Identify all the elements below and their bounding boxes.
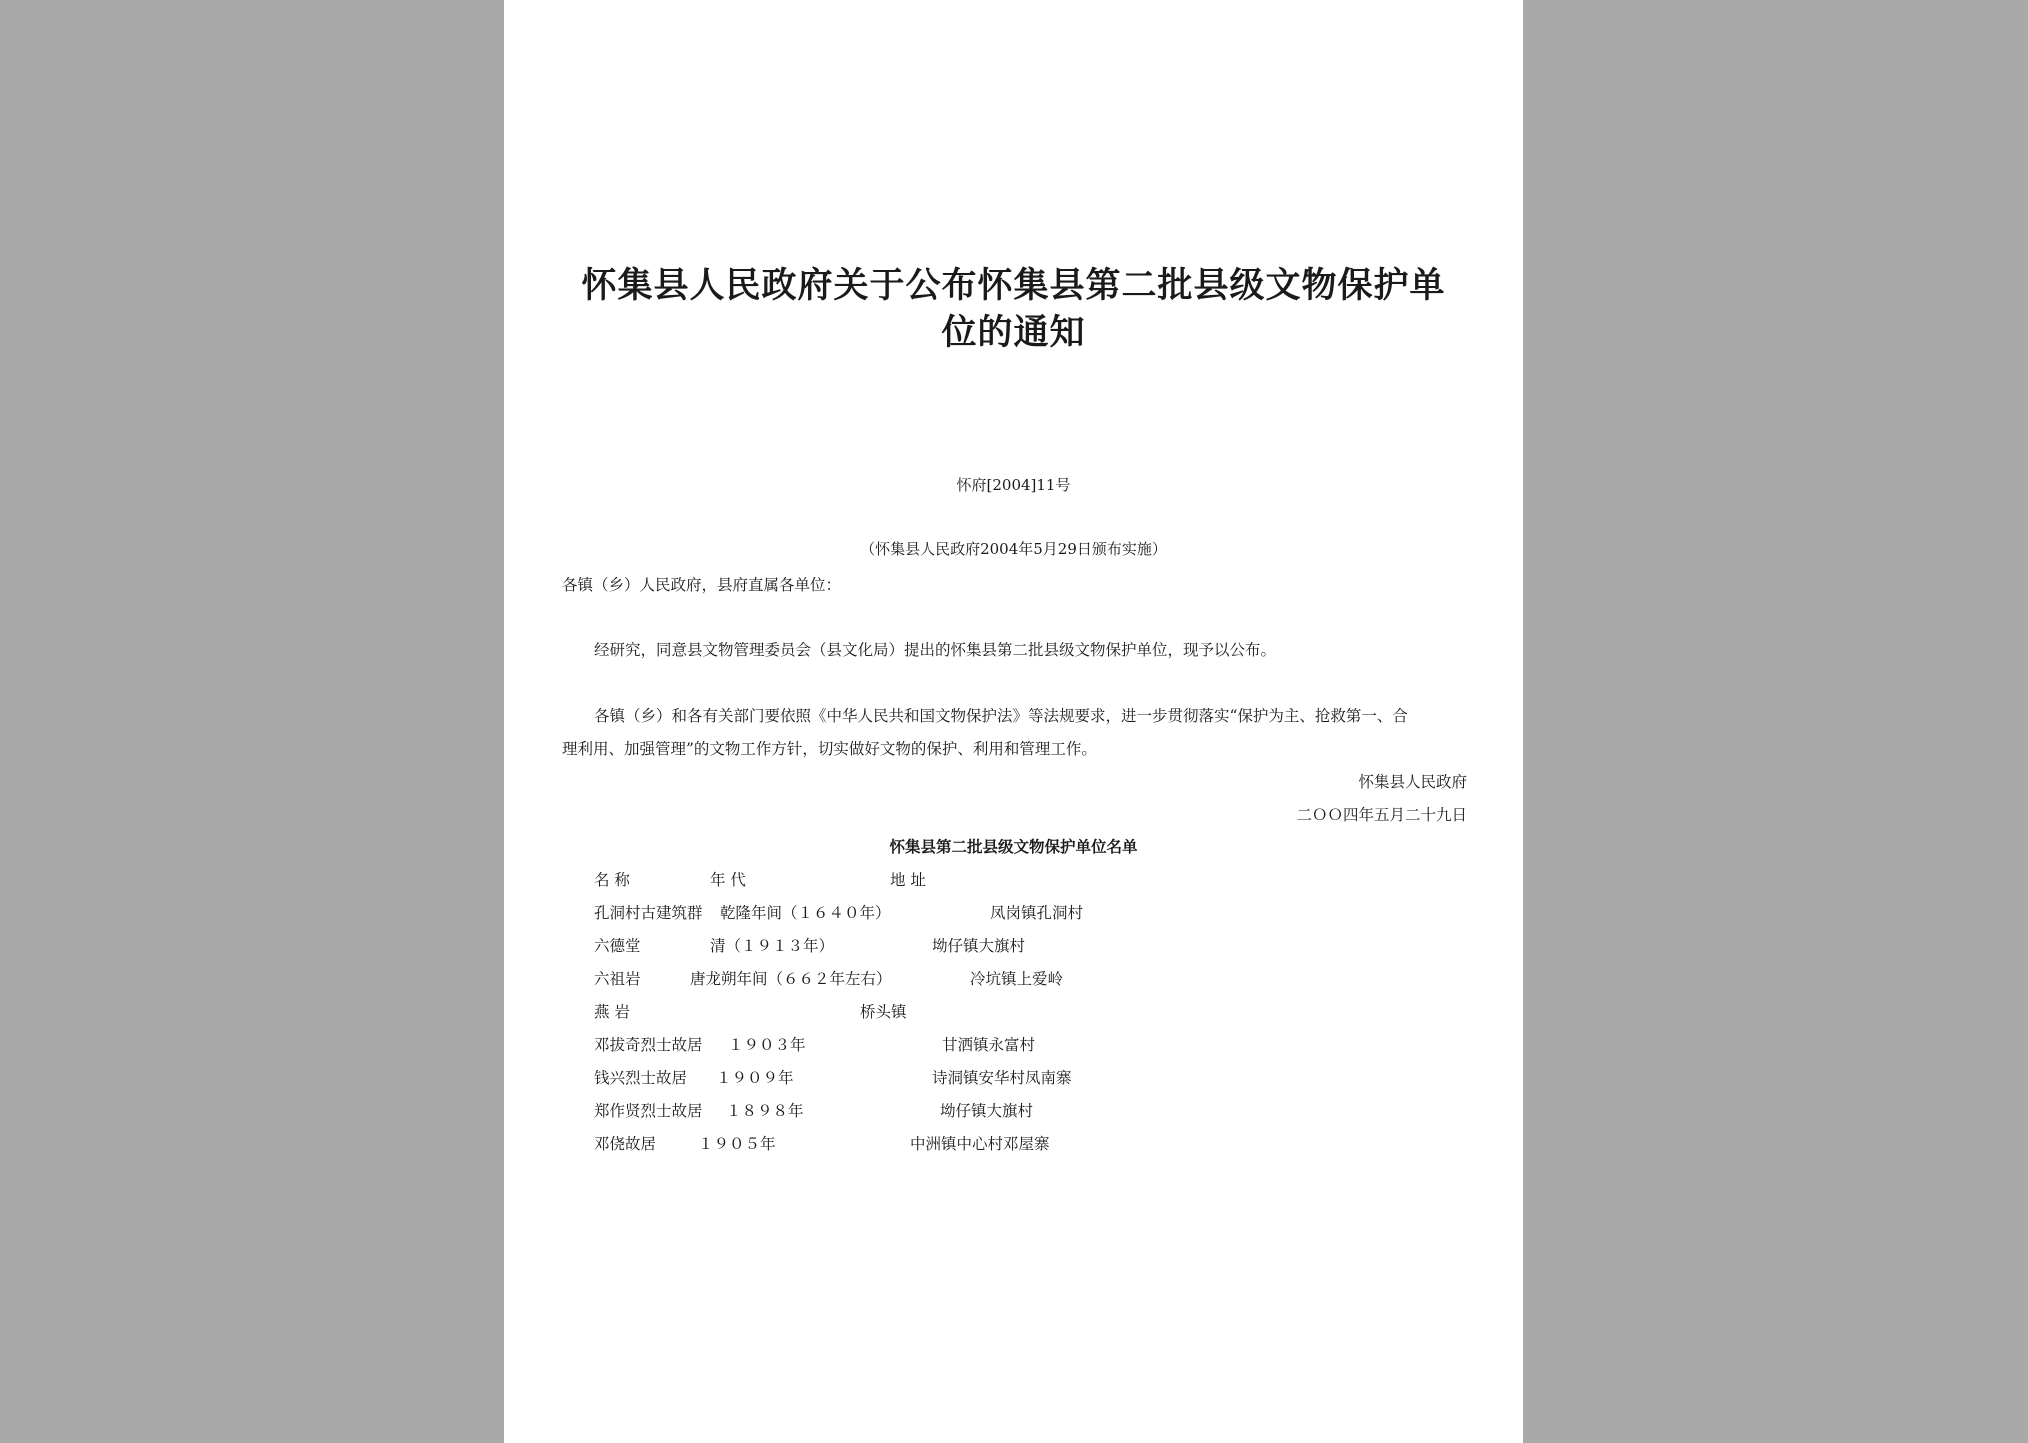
document-title-line1: 怀集县人民政府关于公布怀集县第二批县级文物保护单: [581, 265, 1446, 306]
row-era: 乾隆年间（１６４０年）: [720, 904, 891, 922]
row-era: 清（１９１３年）: [710, 937, 835, 955]
row-name: 六德堂: [594, 937, 641, 955]
addressee: 各镇（乡）人民政府，县府直属各单位：: [562, 576, 842, 594]
header-name: 名 称: [594, 871, 630, 889]
row-address: 凤岗镇孔洞村: [990, 904, 1084, 922]
row-name: 孔洞村古建筑群: [594, 904, 703, 922]
document-title-line2: 位的通知: [941, 312, 1086, 353]
row-address: 中洲镇中心村邓屋寨: [910, 1135, 1050, 1153]
document-page: [504, 0, 1523, 1443]
list-row: [504, 1066, 1523, 1090]
row-name: 邓拔奇烈士故居: [594, 1036, 703, 1054]
list-row: [504, 1000, 1523, 1024]
row-name: 邓侥故居: [594, 1135, 657, 1153]
row-address: 坳仔镇大旗村: [932, 937, 1026, 955]
document-number: 怀府[2004]11号: [956, 476, 1071, 494]
list-row: [504, 967, 1523, 991]
row-name: 燕 岩: [594, 1003, 630, 1021]
row-era: １９０９年: [716, 1069, 794, 1087]
row-era: １９０５年: [698, 1135, 776, 1153]
issued-note: （怀集县人民政府2004年5月29日颁布实施）: [860, 540, 1167, 558]
list-row: [504, 1033, 1523, 1057]
list-row: [504, 1099, 1523, 1123]
row-address: 桥头镇: [860, 1003, 907, 1021]
row-era: １８９８年: [726, 1102, 804, 1120]
signer: 怀集县人民政府: [1358, 773, 1467, 791]
row-address: 甘洒镇永富村: [942, 1036, 1036, 1054]
row-name: 六祖岩: [594, 970, 641, 988]
paragraph-1: 经研究，同意县文物管理委员会（县文化局）提出的怀集县第二批县级文物保护单位，现予以公布。: [594, 641, 1277, 659]
row-era: １９０３年: [728, 1036, 806, 1054]
row-era: 唐龙朔年间（６６２年左右）: [690, 970, 892, 988]
row-address: 坳仔镇大旗村: [940, 1102, 1034, 1120]
list-row: [504, 934, 1523, 958]
list-row: [504, 901, 1523, 925]
paragraph-2-line-2: 理利用、加强管理”的文物工作方针，切实做好文物的保护、利用和管理工作。: [562, 740, 1097, 758]
signing-date: 二ＯＯ四年五月二十九日: [1296, 806, 1467, 824]
paragraph-2-line-1: 各镇（乡）和各有关部门要依照《中华人民共和国文物保护法》等法规要求，进一步贯彻落实“保护为主、抢救第一、合: [594, 707, 1408, 725]
list-row: [504, 1132, 1523, 1156]
list-title: 怀集县第二批县级文物保护单位名单: [889, 837, 1138, 856]
list-header-row: [504, 868, 1523, 892]
row-name: 钱兴烈士故居: [594, 1069, 688, 1087]
row-address: 冷坑镇上爱岭: [970, 970, 1064, 988]
row-address: 诗洞镇安华村凤南寨: [932, 1069, 1072, 1087]
header-era: 年 代: [710, 871, 746, 889]
row-name: 郑作贤烈士故居: [594, 1102, 703, 1120]
header-address: 地 址: [890, 871, 926, 889]
